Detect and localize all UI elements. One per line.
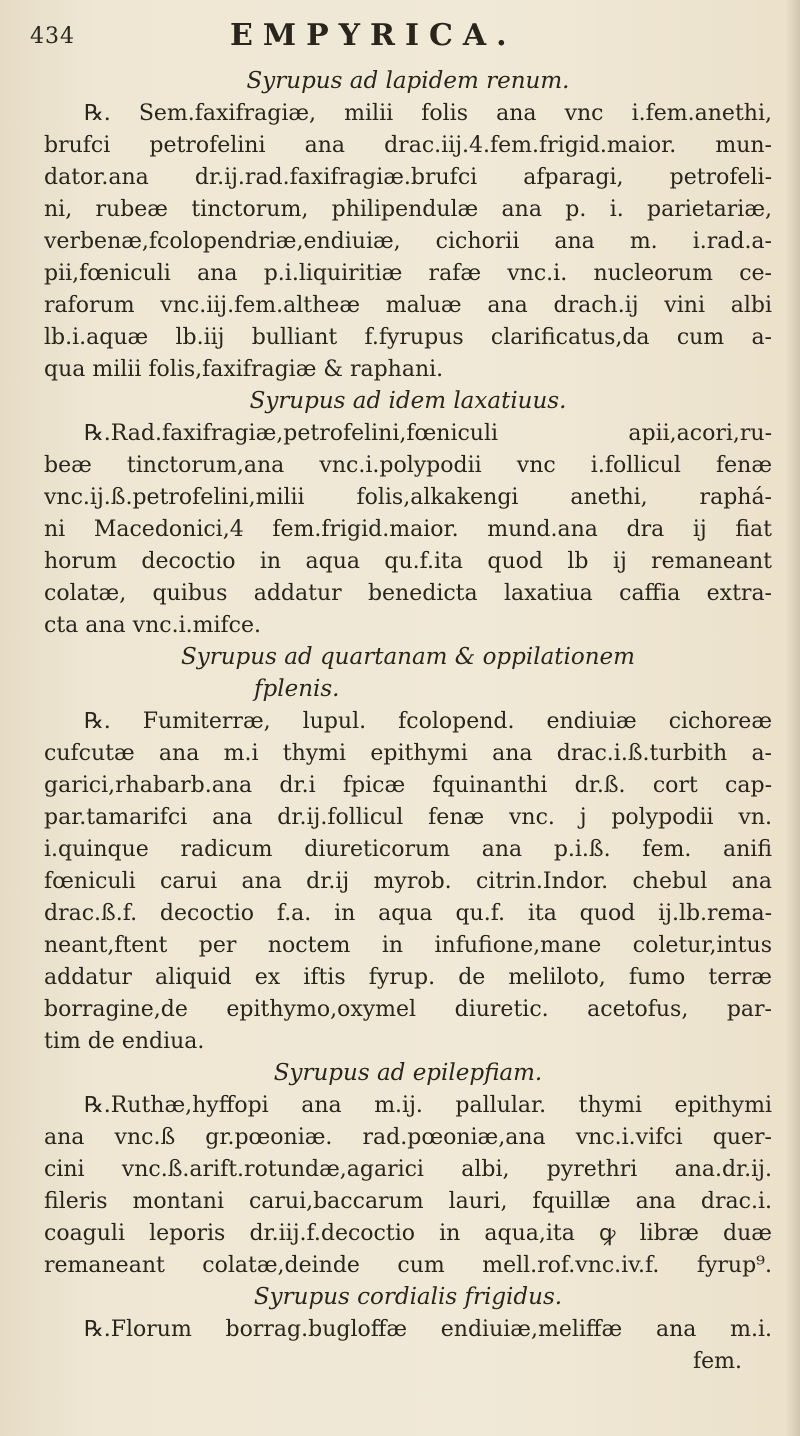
text-line: fœniculi carui ana dr.ij myrob. citrin.Indor. chebul ana <box>44 869 772 894</box>
text-line: raforum vnc.iij.fem.altheæ maluæ ana drach.ij vini albi <box>44 293 772 318</box>
text-line: pii,fœniculi ana p.i.liquiritiæ rafæ vnc.i. nucleorum ce- <box>44 261 772 286</box>
text-line: cufcutæ ana m.i thymi epithymi ana drac.i.ß.turbith a- <box>44 741 772 766</box>
text-line: brufci petrofelini ana drac.iij.4.fem.frigid.maior. mun- <box>44 133 772 158</box>
text-line: ℞.Florum borrag.bugloffæ endiuiæ,meliffæ ana m.i. <box>84 1317 772 1342</box>
text-line: verbenæ,fcolopendriæ,endiuiæ, cichorii ana m. i.rad.a- <box>44 229 772 254</box>
text-line: garici,rhabarb.ana dr.i fpicæ fquinanthi dr.ß. cort cap- <box>44 773 772 798</box>
text-line: ℞.Ruthæ,hyffopi ana m.ij. pallular. thymi epithymi <box>84 1093 772 1118</box>
text-line: coaguli leporis dr.iij.f.decoctio in aqua,ita ꝙ libræ duæ <box>44 1221 772 1246</box>
text-line: ℞.Rad.faxifragiæ,petrofelini,fœniculi apii,acori,ru- <box>84 421 772 446</box>
text-line: ℞. Sem.faxifragiæ, milii folis ana vnc i.fem.anethi, <box>84 101 772 126</box>
text-block <box>44 66 772 1378</box>
text-line: par.tamarifci ana dr.ij.follicul fenæ vnc. j polypodii vn. <box>44 805 772 830</box>
text-line: drac.ß.f. decoctio f.a. in aqua qu.f. ita quod ij.lb.rema- <box>44 901 772 926</box>
text-line: ana vnc.ß gr.pœoniæ. rad.pœoniæ,ana vnc.i.vifci quer- <box>44 1125 772 1150</box>
text-line: colatæ, quibus addatur benedicta laxatiua caffia extra- <box>44 581 772 606</box>
text-line: vnc.ij.ß.petrofelini,milii folis,alkakengi anethi, raphá- <box>44 485 772 510</box>
text-line: fileris montani carui,baccarum lauri, fquillæ ana drac.i. <box>44 1189 772 1214</box>
section-heading: Syrupus cordialis frigidus. <box>253 1284 563 1310</box>
text-line: qua milii folis,faxifragiæ & raphani. <box>44 357 444 382</box>
page-edge-shadow <box>786 0 800 1436</box>
text-line: beæ tinctorum,ana vnc.i.polypodii vnc i.follicul fenæ <box>44 453 772 478</box>
text-line: remaneant colatæ,deinde cum mell.rof.vnc.iv.f. fyrup⁹. <box>44 1253 772 1278</box>
running-head: EMPYRICA. <box>230 18 517 53</box>
page-header <box>30 10 760 60</box>
section-heading: fplenis. <box>254 676 340 702</box>
text-line: ni Macedonici,4 fem.frigid.maior. mund.ana dra ij fiat <box>44 517 772 542</box>
text-line: fem. <box>692 1349 742 1374</box>
text-line: neant,ftent per noctem in infufione,mane coletur,intus <box>44 933 772 958</box>
text-line: dator.ana dr.ij.rad.faxifragiæ.brufci afparagi, petrofeli- <box>44 165 772 190</box>
text-line: i.quinque radicum diureticorum ana p.i.ß. fem. anifi <box>44 837 772 862</box>
section-heading: Syrupus ad epilepfiam. <box>273 1060 543 1086</box>
text-line: ℞. Fumiterræ, lupul. fcolopend. endiuiæ cichoreæ <box>84 709 772 734</box>
text-line: ni, rubeæ tinctorum, philipendulæ ana p. i. parietariæ, <box>44 197 772 222</box>
text-line: addatur aliquid ex iftis fyrup. de meliloto, fumo terræ <box>44 965 772 990</box>
text-line: cta ana vnc.i.mifce. <box>44 613 261 638</box>
text-line: horum decoctio in aqua qu.f.ita quod lb ij remaneant <box>44 549 772 574</box>
section-heading: Syrupus ad quartanam & oppilationem <box>181 644 635 670</box>
text-line: cini vnc.ß.arift.rotundæ,agarici albi, pyrethri ana.dr.ij. <box>44 1157 772 1182</box>
text-line: tim de endiua. <box>44 1029 205 1054</box>
text-line: lb.i.aquæ lb.iij bulliant f.fyrupus clarificatus,da cum a- <box>44 325 772 350</box>
section-heading: Syrupus ad idem laxatiuus. <box>249 388 567 414</box>
section-heading: Syrupus ad lapidem renum. <box>246 68 570 94</box>
page-number: 434 <box>30 24 75 49</box>
text-line: borragine,de epithymo,oxymel diuretic. acetofus, par- <box>44 997 772 1022</box>
